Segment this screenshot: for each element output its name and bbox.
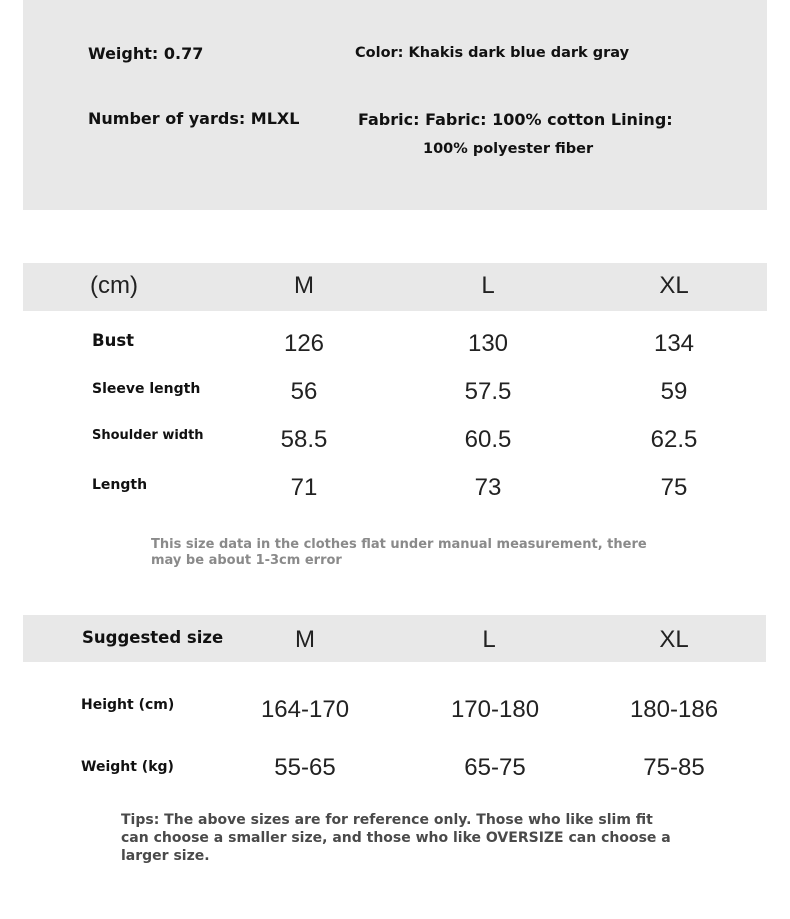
table-cell: 71: [290, 474, 318, 501]
suggested-header-xl: XL: [659, 626, 689, 653]
table-cell: 62.5: [650, 426, 698, 453]
table-cell: 134: [653, 330, 695, 357]
row-label-sleeve-length: Sleeve length: [92, 381, 201, 397]
color-info: Color: Khakis dark blue dark gray: [355, 45, 630, 61]
table-cell: 58.5: [280, 426, 328, 453]
size-tips: Tips: The above sizes are for reference only. Those who like slim fit can choose a smaller size, and those who like OVERSIZE can choose a larger size.: [121, 812, 671, 864]
row-label-shoulder-width: Shoulder width: [92, 428, 204, 443]
row-label-weight: Weight (kg): [81, 759, 174, 775]
product-info-panel: [23, 0, 767, 210]
size-header-l: L: [481, 272, 495, 299]
table-cell: 170-180: [450, 696, 540, 723]
table-cell: 60.5: [464, 426, 512, 453]
table-cell: 55-65: [274, 754, 336, 781]
suggested-header-l: L: [482, 626, 496, 653]
table-cell: 65-75: [464, 754, 526, 781]
table-cell: 57.5: [464, 378, 512, 405]
suggested-header-m: M: [295, 626, 315, 653]
table-cell: 73: [474, 474, 502, 501]
size-header-m: M: [294, 272, 314, 299]
table-cell: 59: [660, 378, 688, 405]
table-cell: 56: [290, 378, 318, 405]
table-cell: 75: [660, 474, 688, 501]
unit-label: (cm): [90, 272, 138, 299]
table-cell: 180-186: [629, 696, 719, 723]
weight-info: Weight: 0.77: [88, 44, 204, 63]
row-label-bust: Bust: [92, 331, 135, 350]
row-label-length: Length: [92, 477, 148, 493]
measurement-note: This size data in the clothes flat under manual measurement, there may be about 1-3cm error: [151, 537, 647, 568]
table-cell: 126: [283, 330, 325, 357]
fabric-info-line2: 100% polyester fiber: [423, 141, 594, 157]
fabric-info-line1: Fabric: Fabric: 100% cotton Lining:: [358, 110, 673, 129]
size-header-xl: XL: [659, 272, 689, 299]
row-label-height: Height (cm): [81, 697, 175, 713]
suggested-size-title: Suggested size: [82, 628, 224, 647]
yards-info: Number of yards: MLXL: [88, 109, 300, 128]
table-cell: 164-170: [260, 696, 350, 723]
table-cell: 130: [467, 330, 509, 357]
table-cell: 75-85: [643, 754, 705, 781]
